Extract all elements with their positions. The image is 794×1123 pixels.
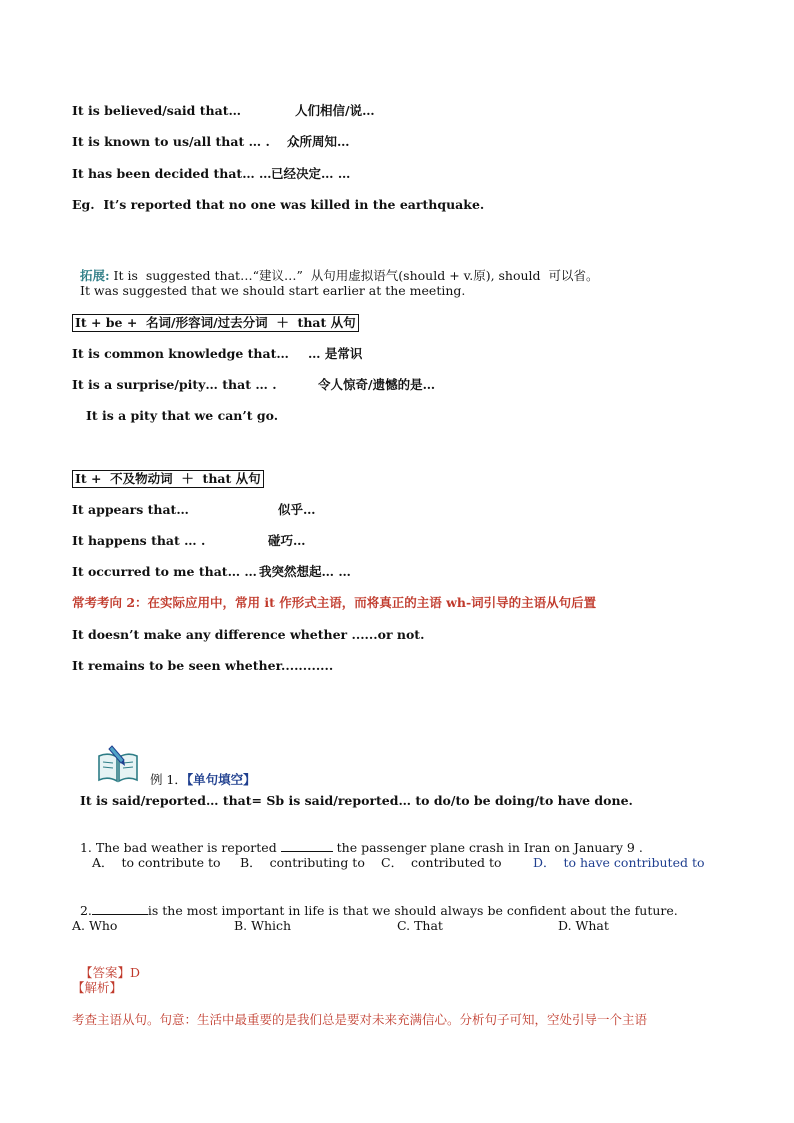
book-pen-icon: [96, 744, 140, 784]
phrase-en: It appears that…: [72, 502, 189, 517]
phrase-en: It is known to us/all that … .: [72, 134, 270, 149]
phrase-en: It is believed/said that…: [72, 103, 241, 118]
q2-option-a[interactable]: A. Who: [72, 918, 118, 933]
whether-sentence-1: It doesn’t make any difference whether ......or not.: [72, 627, 425, 642]
answer-line: [72, 949, 140, 981]
example-pity: It is a pity that we can’t go.: [86, 408, 279, 423]
phrase-cn: 人们相信/说…: [295, 103, 375, 118]
extension-note: [72, 252, 599, 284]
q2-stem-pre: 2.: [79, 903, 92, 918]
example-heading: [142, 756, 256, 788]
phrase-cn: 众所周知…: [287, 134, 350, 149]
example-sentence: Eg. It’s reported that no one was killed in the earthquake.: [72, 197, 485, 212]
phrase-en: It is common knowledge that…: [72, 346, 289, 361]
extension-text: It is suggested that…“建议…” 从句用虚拟语气(should + v.原), should 可以省。: [109, 268, 599, 283]
example-label: 例 1．: [149, 772, 187, 787]
q1-option-a[interactable]: A． to contribute to: [92, 855, 221, 870]
phrase-cn: 令人惊奇/遗憾的是…: [318, 377, 436, 392]
phrase-cn: 已经决定… …: [271, 166, 351, 181]
whether-sentence-2: It remains to be seen whether............: [72, 658, 334, 673]
q2-blank[interactable]: [92, 903, 148, 915]
extension-example: It was suggested that we should start earlier at the meeting.: [80, 283, 466, 298]
phrase-cn: … 是常识: [308, 346, 363, 361]
q1-option-c[interactable]: C． contributed to: [381, 855, 502, 870]
phrase-cn: 碰巧…: [268, 533, 306, 548]
example-type: 【单句填空】: [186, 772, 256, 787]
q1-option-b[interactable]: B． contributing to: [240, 855, 365, 870]
phrase-en: It occurred to me that… …: [72, 564, 257, 579]
phrase-en: It happens that … .: [72, 533, 206, 548]
q2-option-d[interactable]: D. What: [558, 918, 609, 933]
exam-point-2: 常考考向 2：在实际应用中，常用 it 作形式主语，而将真正的主语 wh-词引导的主语从句后置: [72, 595, 597, 610]
answer-value: D: [129, 965, 140, 980]
phrase-en: It has been decided that… …: [72, 166, 272, 181]
q1-stem-post: the passenger plane crash in Iran on January 9 .: [332, 840, 643, 855]
phrase-cn: 似乎…: [278, 502, 316, 517]
q1-option-d[interactable]: D． to have contributed to: [533, 855, 705, 870]
phrase-cn: 我突然想起… …: [259, 564, 351, 579]
q2-stem-post: is the most important in life is that we should always be confident about the future.: [147, 903, 678, 918]
q2-option-b[interactable]: B. Which: [234, 918, 292, 933]
q2-option-c[interactable]: C. That: [397, 918, 443, 933]
pattern-box-be: It + be + 名词/形容词/过去分词 ＋ that 从句: [72, 314, 359, 332]
answer-label: 【答案】: [79, 965, 130, 980]
question-2: [72, 887, 678, 919]
phrase-en: It is a surprise/pity… that … .: [72, 377, 277, 392]
rule-sentence: It is said/reported… that= Sb is said/reported… to do/to be doing/to have done.: [80, 793, 633, 808]
question-1: [72, 824, 643, 856]
analysis-label: 【解析】: [72, 980, 123, 995]
extension-label: 拓展:: [79, 268, 110, 283]
q1-stem-pre: 1. The bad weather is reported: [79, 840, 281, 855]
analysis-text: 考查主语从句。句意：生活中最重要的是我们总是要对未来充满信心。分析句子可知，空处引导一个主语: [72, 1012, 648, 1027]
q1-blank[interactable]: [281, 840, 333, 852]
pattern-box-vi: It + 不及物动词 ＋ that 从句: [72, 470, 264, 488]
